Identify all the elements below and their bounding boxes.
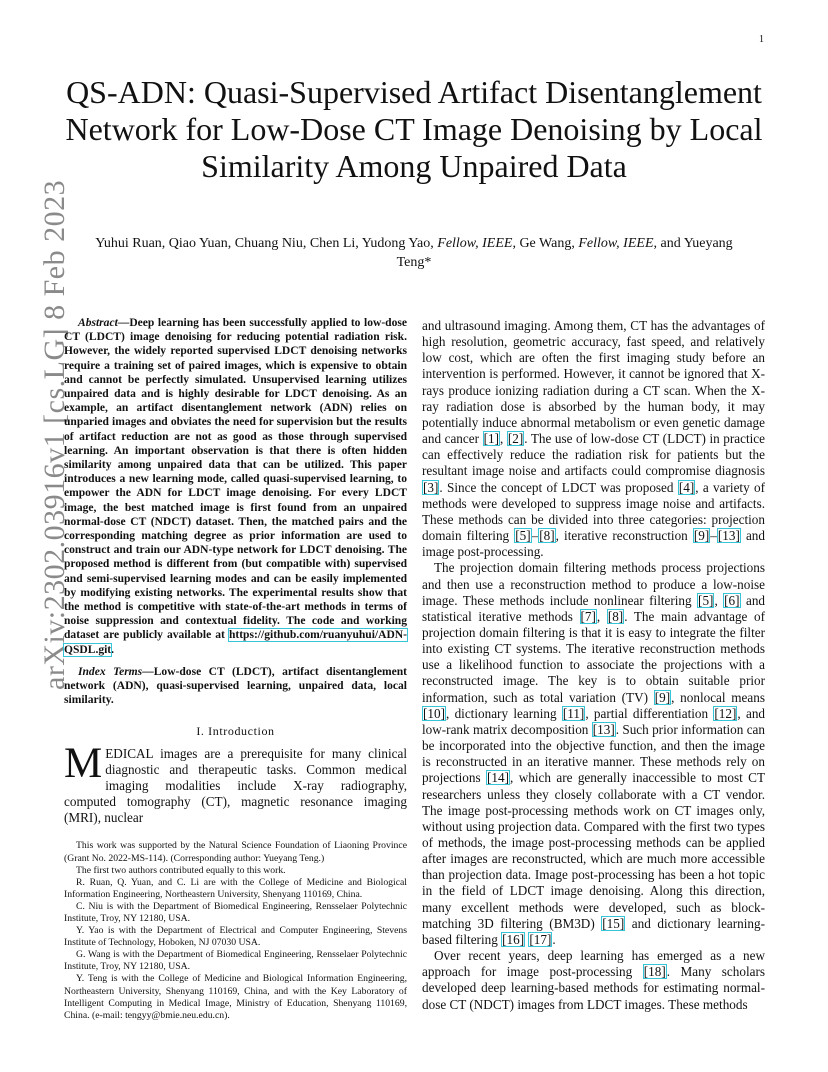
citation-link[interactable]: [12] bbox=[714, 705, 737, 721]
citation-link[interactable]: [10] bbox=[423, 705, 445, 721]
footnote-affiliation-teng: Y. Teng is with the College of Medicine and Biological Information Engineering, Northeastern University, Shenyang 110169, China, and with the Key Laboratory of Intelligent Computing in Medical Image, Ministry of Education, Shenyang 110169, China. (e-mail: tengyy@bmie.neu.edu.cn). bbox=[64, 973, 407, 1021]
citation-link[interactable]: [17] bbox=[529, 931, 552, 947]
citation-link[interactable]: [6] bbox=[724, 592, 740, 608]
authors-part-1: Yuhui Ruan, Qiao Yuan, Chuang Niu, Chen Li, Yudong Yao, bbox=[95, 236, 434, 251]
citation-link[interactable]: [2] bbox=[507, 431, 524, 447]
text-run: – bbox=[710, 528, 717, 544]
abstract bbox=[64, 316, 407, 657]
text-run: , iterative reconstruction bbox=[555, 528, 693, 544]
text-run: . bbox=[552, 931, 556, 947]
text-run: , partial differentiation bbox=[585, 705, 714, 721]
text-run: , which are generally inaccessible to most CT researchers unless they closely collaborate with a CT vendor. The image post-processing methods work on CT images only, without using projection data. Compared with the first two types of methods, the image post-processing methods can be applied after images are reconstructed, which are much more accessible than projection data. Image post-processing has been a hot topic in the field of LDCT image denoising. Along this direction, many excellent methods were developed, such as block-matching 3D filtering (BM3D) bbox=[422, 770, 765, 931]
citation-link[interactable]: [18] bbox=[643, 964, 666, 980]
text-run: . The main advantage of projection domain filtering is that it is easy to integrate the filter into existing CT systems. The iterative reconstruction methods use a likelihood function to associate the projections with a reconstructed image. The key is to obtain suitable prior information, such as total variation (TV) bbox=[422, 608, 765, 705]
fellow-ieee-1: Fellow, IEEE bbox=[437, 236, 513, 251]
text-run: , dictionary learning bbox=[445, 705, 562, 721]
footnote-affiliation-wang: G. Wang is with the Department of Biomedical Engineering, Rensselaer Polytechnic Institute, Troy, NY 12180, USA. bbox=[64, 949, 407, 973]
footnote-funding: This work was supported by the Natural Science Foundation of Liaoning Province (Grant No. 2022-MS-114). (Corresponding author: Yueyang Teng.) bbox=[64, 840, 407, 864]
text-run: , nonlocal means bbox=[671, 689, 765, 705]
right-column bbox=[422, 318, 765, 1013]
text-run: – bbox=[531, 528, 539, 544]
citation-link[interactable]: [16] bbox=[502, 931, 525, 947]
section-heading-introduction: I. Introduction bbox=[196, 724, 275, 739]
footnote-affiliation-niu: C. Niu is with the Department of Biomedical Engineering, Rensselaer Polytechnic Institute, Troy, NY 12180, USA. bbox=[64, 900, 407, 924]
paragraph-deep-learning bbox=[422, 948, 765, 1013]
text-run: . Many scholars developed deep learning-based methods for estimating normal-dose CT (NDCT) images from LDCT images. These methods bbox=[422, 964, 766, 1012]
citation-link[interactable]: [9] bbox=[693, 528, 710, 544]
text-run: , bbox=[499, 431, 507, 447]
citation-link[interactable]: [15] bbox=[602, 915, 625, 931]
fellow-ieee-2: Fellow, IEEE bbox=[578, 236, 654, 251]
citation-link[interactable]: [7] bbox=[580, 608, 596, 624]
intro-first-paragraph bbox=[64, 739, 407, 827]
index-terms-lead: Index Terms bbox=[78, 665, 143, 678]
abstract-body: —Deep learning has been successfully applied to low-dose CT (LDCT) image denoising for reducing potential radiation risk. However, the widely reported supervised LDCT denoising networks require a training set of paired images, which is expensive to obtain and cannot be perfectly simulated. Unsupervised learning utilizes unpaired data and is highly desirable for LDCT denoising. As an example, an artifact disentanglement network (ADN) relies on unparied images and obviates the need for supervision but the results of artifact reduction are not as good as those through supervised learning. An important observation is that there is often hidden similarity among unpaired data that can be utilized. This paper introduces a new learning mode, called quasi-supervised learning, to empower the ADN for LDCT image denoising. For every LDCT image, the best matched image is first found from an unpaired normal-dose CT (NDCT) dataset. Then, the matched pairs and the corresponding matching degree as prior information are used to construct and train our ADN-type network for LDCT denoising. The proposed method is different from (but compatible with) supervised and semi-supervised learning modes and can be easily implemented by modifying existing networks. The experimental results show that the method is competitive with state-of-the-art methods in terms of noise suppression and contextual fidelity. The code and working dataset are publicly available at bbox=[64, 317, 407, 642]
text-run: and image post-processing. bbox=[422, 528, 765, 560]
text-run: , and low-rank matrix decomposition bbox=[422, 705, 766, 737]
abstract-lead: Abstract bbox=[78, 317, 118, 329]
citation-link[interactable]: [1] bbox=[483, 431, 499, 447]
citation-link[interactable]: [4] bbox=[678, 479, 695, 495]
index-terms-body: —Low-dose CT (LDCT), artifact disentanglement network (ADN), quasi-supervised learning, unpaired data, local similarity. bbox=[64, 665, 407, 707]
paragraph-projection-filtering bbox=[422, 560, 765, 948]
citation-link[interactable]: [5] bbox=[698, 592, 714, 608]
text-run: , bbox=[596, 608, 607, 624]
text-run: , bbox=[714, 592, 724, 608]
arxiv-identifier-stamp: arXiv:2302.03916v1 [cs.LG] 8 Feb 2023 bbox=[38, 179, 71, 690]
citation-link[interactable]: [11] bbox=[562, 705, 585, 721]
code-repository-link[interactable]: https://github.com/ruanyuhui/ADN-QSDL.git bbox=[64, 629, 407, 656]
citation-link[interactable]: [9] bbox=[654, 689, 671, 705]
first-word-rest: EDICAL bbox=[105, 745, 154, 761]
paragraph-ct-overview bbox=[422, 318, 765, 560]
paper-title: QS-ADN: Quasi-Supervised Artifact Disentanglement Network for Low-Dose CT Image Denoising by Local Similarity Among Unpaired Data bbox=[65, 74, 763, 184]
text-run: , a variety of methods were developed to suppress image noise and artifacts. These methods can be divided into three categories: projection domain filtering bbox=[422, 479, 765, 544]
text-run: Over recent years, deep learning has emerged as a new approach for image post-processing bbox=[422, 948, 765, 980]
citation-link[interactable]: [8] bbox=[607, 608, 624, 624]
text-run: and dictionary learning-based filtering bbox=[422, 915, 766, 947]
citation-link[interactable]: [5] bbox=[515, 528, 531, 544]
text-run: . The use of low-dose CT (LDCT) in practice can effectively reduce the radiation risk for patients but the resultant image noise and artifacts could compromise diagnosis bbox=[422, 431, 765, 479]
footnote-affiliation-yao: Y. Yao is with the Department of Electrical and Computer Engineering, Stevens Institute of Technology, Hoboken, NJ 07030 USA. bbox=[64, 925, 407, 949]
intro-first-paragraph-text: images are a prerequisite for many clinical diagnostic and therapeutic tasks. Common medical imaging modalities include X-ray radiography, computed tomography (CT), magnetic resonance imaging (MRI), nuclear bbox=[64, 745, 407, 826]
authors-part-2: , Ge Wang, bbox=[512, 236, 575, 251]
drop-cap: M bbox=[64, 739, 103, 787]
authors-part-3: , and Yueyang Teng* bbox=[396, 236, 733, 270]
author-list bbox=[90, 234, 738, 272]
text-run: The projection domain filtering methods process projections and then use a reconstruction method to produce a low-noise image. These methods include nonlinear filtering bbox=[422, 560, 765, 608]
footnote-affiliation-ruan-yuan-li: R. Ruan, Q. Yuan, and C. Li are with the College of Medicine and Biological Information Engineering, Northeastern University, Shenyang 110169, China. bbox=[64, 876, 407, 900]
abstract-end: . bbox=[111, 643, 115, 656]
text-run: . Such prior information can be incorporated into the objective function, and then the image is reconstructed in an iterative manner. These methods rely on projections bbox=[422, 721, 765, 786]
citation-link[interactable]: [13] bbox=[717, 528, 740, 544]
author-footnotes bbox=[64, 840, 407, 1021]
text-run: . Since the concept of LDCT was proposed bbox=[439, 479, 678, 495]
footnote-equal-contribution: The first two authors contributed equally to this work. bbox=[76, 864, 286, 876]
citation-link[interactable]: [8] bbox=[539, 528, 555, 544]
citation-link[interactable]: [3] bbox=[423, 479, 439, 495]
text-run: and statistical iterative methods bbox=[422, 592, 766, 624]
left-column bbox=[64, 316, 407, 1022]
page-number: 1 bbox=[759, 34, 764, 45]
citation-link[interactable]: [13] bbox=[592, 721, 615, 737]
citation-link[interactable]: [14] bbox=[487, 770, 509, 786]
text-run: and ultrasound imaging. Among them, CT has the advantages of high resolution, geometric accuracy, fast speed, and relatively low cost, which are often the first imaging study before an intervention is performed. However, it cannot be ignored that X-rays produce ionizing radiation during a CT scan. When the X-ray radiation dose is absorbed by the human body, it may potentially induce abnormal metabolism or even genetic damage and cancer bbox=[422, 318, 765, 447]
index-terms bbox=[64, 665, 407, 708]
